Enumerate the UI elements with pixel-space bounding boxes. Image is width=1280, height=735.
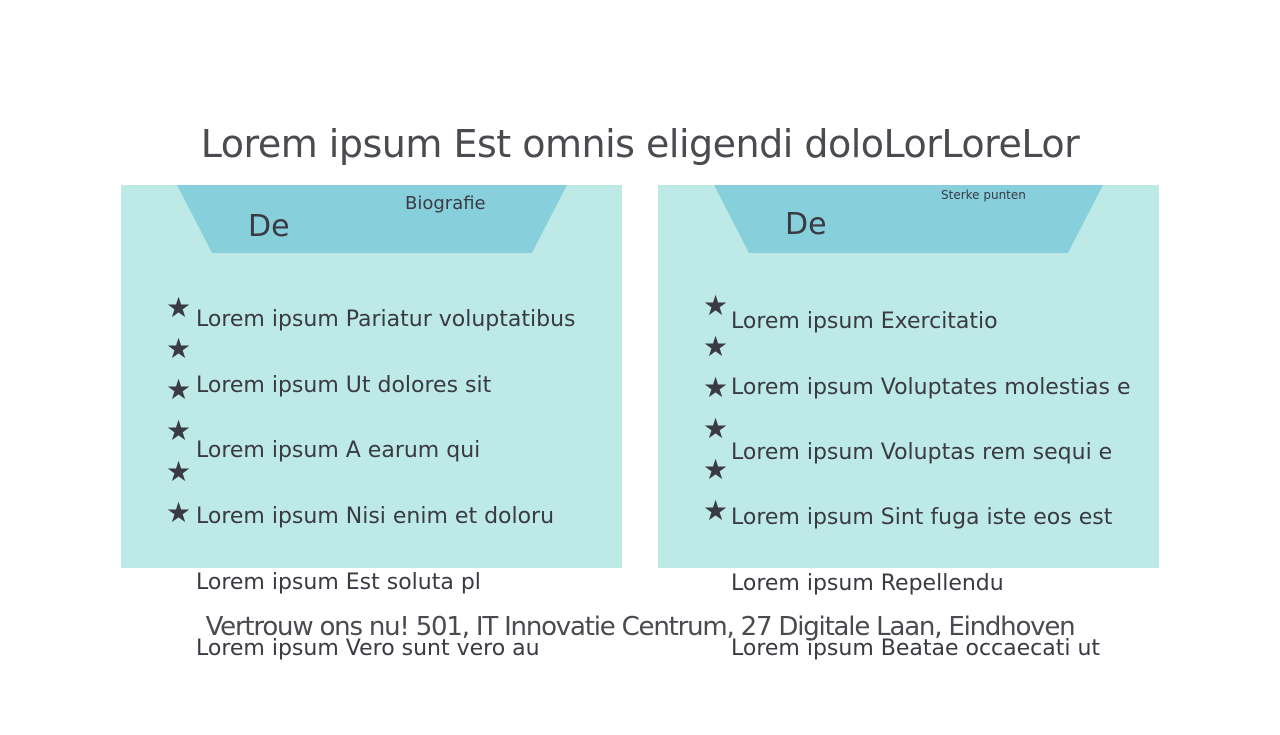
list-item: Lorem ipsum Voluptas rem sequi e	[731, 440, 1113, 465]
list-item: Lorem ipsum Ut dolores sit	[196, 373, 492, 398]
star-icon: ★	[166, 291, 192, 324]
list-item: Lorem ipsum Beatae occaecati ut	[731, 636, 1101, 661]
list-item: Lorem ipsum A earum qui	[196, 438, 481, 463]
star-icon: ★	[166, 455, 192, 488]
star-icon: ★	[703, 371, 729, 404]
list-item: Lorem ipsum Vero sunt vero au	[196, 636, 540, 661]
card-tab-title: Biografie	[405, 193, 486, 214]
card-tab-prefix: De	[785, 207, 827, 242]
biography-card	[121, 185, 622, 568]
star-icon: ★	[166, 373, 192, 406]
card-tab-prefix: De	[248, 209, 290, 244]
page-title: Lorem ipsum Est omnis eligendi doloLorLoreLor	[200, 122, 1080, 166]
star-icon: ★	[703, 289, 729, 322]
list-item: Lorem ipsum Est soluta pl	[196, 570, 481, 595]
card-header-tab	[714, 185, 1103, 253]
strengths-card	[658, 185, 1159, 568]
list-item: Lorem ipsum Sint fuga iste eos est	[731, 505, 1113, 530]
star-icon: ★	[703, 453, 729, 486]
footer-address: Vertrouw ons nu! 501, IT Innovatie Centrum, 27 Digitale Laan, Eindhoven	[205, 612, 1075, 642]
list-item: Lorem ipsum Nisi enim et doloru	[196, 504, 555, 529]
list-item: Lorem ipsum Voluptates molestias e	[731, 375, 1131, 400]
star-icon: ★	[703, 330, 729, 363]
star-icon: ★	[703, 412, 729, 445]
star-icon: ★	[166, 414, 192, 447]
star-icon: ★	[703, 494, 729, 527]
list-item: Lorem ipsum Repellendu	[731, 571, 1004, 596]
list-item: Lorem ipsum Exercitatio	[731, 309, 998, 334]
star-icon: ★	[166, 332, 192, 365]
list-item: Lorem ipsum Pariatur voluptatibus	[196, 307, 576, 332]
card-header-tab	[177, 185, 567, 253]
card-tab-title: Sterke punten	[941, 188, 1026, 202]
star-icon: ★	[166, 496, 192, 529]
